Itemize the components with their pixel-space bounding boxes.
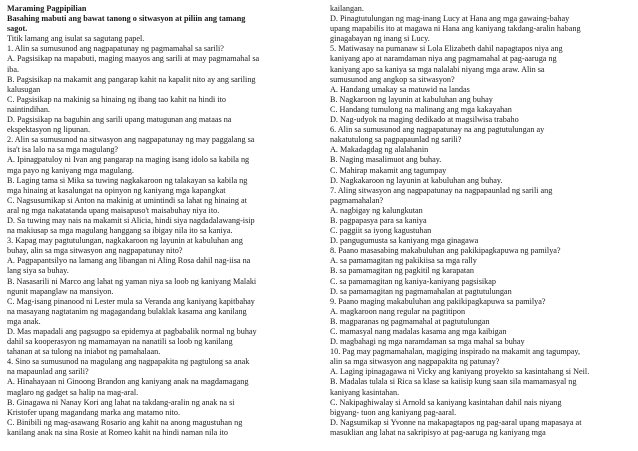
text-line: 7. Aling sitwasyon ang nagpapatunay na nagpapaunlad ng sarili ang (330, 185, 553, 195)
text-line: A. Handang umakay sa matuwid na landas (330, 84, 470, 94)
text-line: A. nagbigay ng kalungkutan (330, 205, 423, 215)
text-line: D. magbahagi ng mga naramdaman sa mga mahal sa buhay (330, 337, 525, 347)
text-line: kaniyang apo at naramdaman niya ang pagmamahal at pag-aaruga ng (330, 54, 557, 64)
text-line: C. sa pamamagitan ng kaniya-kaniyang pagsisikap (330, 276, 496, 286)
text-line: D. sa pamamagitan ng pagmamahalan at pagtutulungan (330, 286, 512, 296)
text-line: kalusugan (7, 84, 41, 94)
text-line: ngunit mapanglaw na mansiyon. (7, 286, 114, 296)
text-line: C. mamasyal nang madalas kasama ang mga kaibigan (330, 327, 507, 336)
text-line: D. Sa tuwing may nais na makamit si Alicia, hindi siya nagdadalawang-isip (7, 215, 255, 225)
text-line: 10. Pag may pagmamahalan, magiging inspirado na makamit ang tagumpay, (330, 347, 581, 357)
text-line: A. sa pamamagitan ng pakikiisa sa mga rally (330, 256, 477, 266)
text-line: dahil sa kooperasyon ng mamamayan na nanatili sa loob ng kanilang (7, 337, 233, 347)
text-line: na mapaunlad ang sarili? (7, 367, 89, 377)
text-line: B. Ginagawa ni Nanay Kori ang lahat na takdang-aralin ng anak na si (7, 397, 235, 407)
text-line: B. Pagsisikap na makamit ang pangarap kahit na kapalit nito ay ang sariling (7, 74, 256, 84)
text-line: mga hinaing at kasalungat na opinyon ng kaniyang mga kapangkat (7, 185, 226, 195)
text-line: A. Laging ipinagagawa ni Vicky ang kaniyang proyekto sa kasintahang si Neil. (330, 367, 590, 377)
text-line: Titik lamang ang isulat sa sagutang papel. (7, 34, 145, 44)
text-line: C. Mag-isang pinanood ni Lester mula sa Veranda ang kaniyang kapitbahay (7, 296, 255, 306)
text-line: Kristofer upang magandang marka ang matamo nito. (7, 407, 181, 417)
text-line: D. pangugumusta sa kaniyang mga ginagawa (330, 236, 479, 246)
text-line: B. sa pamamagitan ng pagkitil ng karapatan (330, 266, 474, 276)
text-line: B. magparanas ng pagmamahal at pagtutulungan (330, 316, 490, 326)
text-line: 9. Paano maging makabuluhan ang pakikipagkapuwa sa pamilya? (330, 296, 546, 306)
text-line: bigyang- tuon ang kaniyang pag-aaral. (330, 407, 457, 417)
text-line: pagmamahalan? (330, 195, 384, 205)
text-line: B. Laging tama si Mika sa tuwing nagkakaroon ng talakayan sa kabila ng (7, 175, 248, 185)
text-line: A. Pagpapantsilyo na lamang ang libangan ni Aling Rosa dahil nag-iisa na (7, 256, 251, 266)
text-line: naintindihan. (7, 104, 50, 114)
text-line: 3. Kapag may pagtutulungan, nagkakaroon ng layunin at kabuluhan ang (7, 236, 243, 246)
text-line: A. Hinahayaan ni Ginoong Brandon ang kaniyang anak na magdamagang (7, 377, 249, 387)
text-line: C. Nakipaghiwalay si Arnold sa kaniyang kasintahan dahil nais niyang (330, 397, 562, 407)
heading-line: Maraming Pagpipilian (7, 4, 87, 13)
text-line: B. pagpapasya para sa kaniya (330, 215, 427, 225)
text-line: C. Mahirap makamit ang tagumpay (330, 165, 447, 175)
text-line: B. Madalas tulala si Rica sa klase sa kaiisip kung saan sila mamamasyal ng (330, 377, 577, 387)
text-line: 1. Alin sa sumusunod ang nagpapatunay ng pagmamahal sa sarili? (7, 44, 224, 54)
text-line: A. magkaroon nang regular na pagtitipon (330, 306, 466, 316)
text-line: ginagabayan ng inang si Lucy. (330, 34, 430, 44)
text-line: 6. Alin sa sumusunod ang nagpapatunay na ang pagtutulungan ay (330, 125, 545, 135)
text-line: 5. Matiwasay na pumanaw si Lola Elizabeth dahil napagtapos niya ang (330, 44, 563, 54)
text-line: aral ng mga nakatatanda upang maisapuso't maisabuhay niya ito. (7, 205, 220, 215)
text-line: C. Nagsusumikap si Anton na makinig at umintindi sa lahat ng hinaing at (7, 195, 247, 205)
text-line: alin sa mga sitwasyon ang nagpapakita ng patunay? (330, 357, 500, 367)
text-line: sumusunod ang angkop sa sitwasyon? (330, 74, 455, 84)
text-line: D. Mas mapadali ang pagsugpo sa epidemya at pagbabalik normal ng buhay (7, 327, 257, 336)
text-line: masuklian ang lahat na sakripisyo at pag-aaruga ng kaniyang mga (330, 427, 546, 437)
text-line: maglaro ng gadget sa halip na mag-aral. (7, 387, 139, 397)
text-line: B. Nagkaroon ng layunin at kabuluhan ang buhay (330, 94, 493, 104)
text-line: C. Binibili ng mag-asawang Rosario ang kahit na anong magustuhan ng (7, 417, 243, 427)
text-line: na masayang nagtatanim ng magagandang bulaklak kasama ang kanilang (7, 306, 247, 316)
heading-line: Basahing mabuti ang bawat tanong o sitwasyon at piliin ang tamang (7, 14, 246, 24)
text-line: A. Pagsisikap na mapabuti, maging maayos ang sarili at may pagmamahal sa (7, 54, 260, 64)
text-line: mga anak. (7, 316, 41, 326)
text-line: D. Nag-udyok na maging dedikado at magsilwisa trabaho (330, 115, 519, 125)
text-line: B. Naging masalimuot ang buhay. (330, 155, 442, 165)
heading-line: sagot. (7, 24, 28, 34)
text-line: isa't isa lalo na sa mga magulang? (7, 145, 119, 155)
text-line: B. Nasasarili ni Marco ang lahat ng yaman niya sa loob ng kaniyang Malaki (7, 276, 257, 286)
left-column (7, 4, 313, 438)
text-line: buhay, alin sa mga sitwasyon ang nagpapatunay nito? (7, 246, 183, 256)
text-line: 2. Alin sa sumusunod na sitwasyon ang nagpapatunay ng may paggalang sa (7, 135, 255, 145)
text-line: 8. Paano masasabing makabuluhan ang pakikipagkapuwa ng pamilya? (330, 246, 561, 256)
text-line: D. Pagsisikap na baguhin ang sarili upang matugunan ang mataas na (7, 115, 232, 125)
text-line: A. Ipinagpatuloy ni Ivan ang pangarap na maging isang idolo sa kabila ng (7, 155, 250, 165)
text-line: na makiusap sa mga magulang hanggang sa ibigay nila ito sa kaniya. (7, 226, 233, 236)
text-line: kanilang anak na sina Rosie at Romeo kahit na hindi naman nila ito (7, 427, 229, 437)
text-line: A. Makadagdag ng alalahanin (330, 145, 429, 155)
text-line: mga payo ng kaniyang mga magulang. (7, 165, 134, 175)
text-line: ekspektasyon ng lipunan. (7, 125, 90, 135)
text-line: D. Pinagtutulungan ng mag-inang Lucy at Hana ang mga gawaing-bahay (330, 14, 570, 24)
right-column (330, 4, 636, 438)
text-line: kailangan. (330, 4, 364, 13)
text-line: 4. Sino sa sumusunod na magulang ang nagpapakita ng pagtulong sa anak (7, 357, 250, 367)
text-line: upang mapabilis ito at magawa ni Hana ang kaniyang takdang-aralin habang (330, 24, 581, 34)
text-line: C. Handang tumulong na malinang ang mga kakayahan (330, 104, 512, 114)
text-line: kaniyang apo sa kaniya sa mga nalalabi niyang mga araw. Alin sa (330, 64, 545, 74)
text-line: C. paggiit sa iyong kagustuhan (330, 226, 432, 236)
text-line: C. Pagsisikap na makinig sa hinaing ng ibang tao kahit na hindi ito (7, 94, 226, 104)
text-line: iba. (7, 64, 20, 74)
text-line: D. Nagsumikap si Yvonne na makapagtapos ng pag-aaral upang mapasaya at (330, 417, 582, 427)
text-line: tahanan at sa tulong na iniabot ng pamahalaan. (7, 347, 161, 357)
text-line: D. Nagkakaroon ng layunin at kabuluhan ang buhay. (330, 175, 503, 185)
text-line: lang siya sa buhay. (7, 266, 69, 276)
text-line: nakatutulong sa pagpapaunlad ng sarili? (330, 135, 462, 145)
text-line: kaniyang kasintahan. (330, 387, 400, 397)
